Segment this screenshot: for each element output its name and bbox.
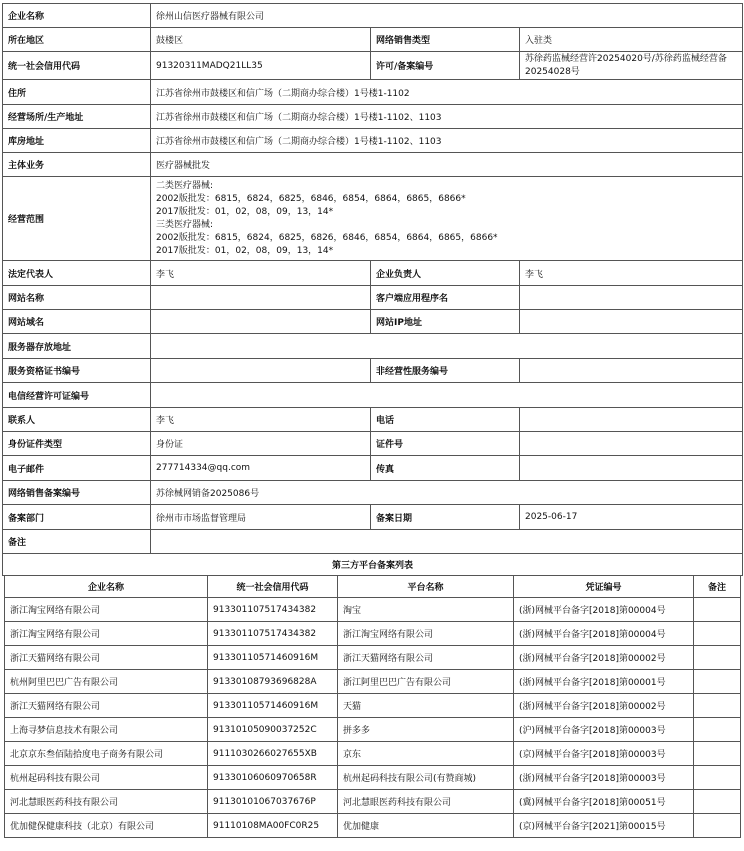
- cell-company: 上海寻梦信息技术有限公司: [5, 718, 208, 742]
- table-row: [5, 718, 741, 742]
- cell-remark: [694, 598, 741, 622]
- cell-credit-code: 9111030266027655XB: [208, 742, 338, 766]
- cell-company: 优加健保健康科技（北京）有限公司: [5, 814, 208, 838]
- cell-platform: 浙江天猫网络有限公司: [338, 646, 514, 670]
- ip-label: 网站IP地址: [371, 310, 520, 334]
- email-label: 电子邮件: [3, 456, 151, 481]
- row-dept: [3, 505, 743, 530]
- cell-company: 浙江淘宝网络有限公司: [5, 622, 208, 646]
- telecom-label: 电信经营许可证编号: [3, 383, 151, 408]
- third-party-table: [4, 575, 741, 838]
- client-app-value: [520, 286, 743, 310]
- principal-label: 企业负责人: [371, 261, 520, 286]
- cell-remark: [694, 622, 741, 646]
- row-third-party-title: [3, 554, 743, 576]
- telecom-value: [151, 383, 743, 408]
- fax-label: 传真: [371, 456, 520, 481]
- cell-credit-code: 91130101067037676P: [208, 790, 338, 814]
- domain-label: 网站域名: [3, 310, 151, 334]
- cell-remark: [694, 814, 741, 838]
- row-main-business: [3, 153, 743, 177]
- residence-label: 住所: [3, 80, 151, 105]
- region-label: 所在地区: [3, 28, 151, 52]
- contact-label: 联系人: [3, 408, 151, 432]
- cell-platform: 杭州起码科技有限公司(有赞商城): [338, 766, 514, 790]
- cell-cert-no: (京)网械平台备字[2018]第00003号: [514, 742, 694, 766]
- cell-cert-no: (浙)网械平台备字[2018]第00004号: [514, 598, 694, 622]
- cell-credit-code: 913301107517434382: [208, 598, 338, 622]
- table-row: [5, 694, 741, 718]
- dept-value: 徐州市市场监督管理局: [151, 505, 371, 530]
- row-domain: [3, 310, 743, 334]
- table-row: [5, 670, 741, 694]
- phone-value: [520, 408, 743, 432]
- date-value: 2025-06-17: [520, 505, 743, 530]
- header-cert-no: 凭证编号: [514, 576, 694, 598]
- id-no-value: [520, 432, 743, 456]
- legal-rep-label: 法定代表人: [3, 261, 151, 286]
- dept-label: 备案部门: [3, 505, 151, 530]
- cell-cert-no: (冀)网械平台备字[2018]第00051号: [514, 790, 694, 814]
- premises-label: 经营场所/生产地址: [3, 105, 151, 129]
- legal-rep-value: 李飞: [151, 261, 371, 286]
- fax-value: [520, 456, 743, 481]
- row-filing-no: [3, 481, 743, 505]
- service-cert-label: 服务资格证书编号: [3, 359, 151, 383]
- sales-type-label: 网络销售类型: [371, 28, 520, 52]
- cell-cert-no: (浙)网械平台备字[2018]第00003号: [514, 766, 694, 790]
- header-company: 企业名称: [5, 576, 208, 598]
- scope-line: 2002版批发：6815，6824，6825，6846，6854，6864，6865，6866*: [156, 193, 466, 204]
- non-op-label: 非经营性服务编号: [371, 359, 520, 383]
- cell-company: 浙江淘宝网络有限公司: [5, 598, 208, 622]
- cell-credit-code: 913301107517434382: [208, 622, 338, 646]
- scope-line: 2002版批发：6815，6824，6825，6826，6846，6854，6864，6865，6866*: [156, 232, 498, 243]
- cell-cert-no: (浙)网械平台备字[2018]第00004号: [514, 622, 694, 646]
- warehouse-label: 库房地址: [3, 129, 151, 153]
- header-remark: 备注: [694, 576, 741, 598]
- client-app-label: 客户端应用程序名: [371, 286, 520, 310]
- residence-value: 江苏省徐州市鼓楼区和信广场（二期商办综合楼）1号楼1-1102: [151, 80, 743, 105]
- sales-type-value: 入驻类: [520, 28, 743, 52]
- table-row: [5, 766, 741, 790]
- table-row: [5, 598, 741, 622]
- cell-company: 浙江天猫网络有限公司: [5, 694, 208, 718]
- id-type-value: 身份证: [151, 432, 371, 456]
- remark-label: 备注: [3, 530, 151, 554]
- main-business-value: 医疗器械批发: [151, 153, 743, 177]
- cell-company: 浙江天猫网络有限公司: [5, 646, 208, 670]
- license-label: 许可/备案编号: [371, 52, 520, 80]
- row-remark: [3, 530, 743, 554]
- contact-value: 李飞: [151, 408, 371, 432]
- cell-platform: 浙江阿里巴巴广告有限公司: [338, 670, 514, 694]
- cell-platform: 浙江淘宝网络有限公司: [338, 622, 514, 646]
- scope-line: 二类医疗器械:: [156, 180, 214, 191]
- cell-credit-code: 91110108MA00FC0R25: [208, 814, 338, 838]
- third-party-title: 第三方平台备案列表: [3, 554, 743, 576]
- cell-remark: [694, 694, 741, 718]
- company-name: 徐州山信医疗器械有限公司: [151, 4, 743, 28]
- cell-credit-code: 91310105090037252C: [208, 718, 338, 742]
- cell-credit-code: 91330110571460916M: [208, 694, 338, 718]
- row-warehouse: [3, 129, 743, 153]
- cell-platform: 淘宝: [338, 598, 514, 622]
- row-service-cert: [3, 359, 743, 383]
- row-site-name: [3, 286, 743, 310]
- id-type-label: 身份证件类型: [3, 432, 151, 456]
- row-legal-rep: [3, 261, 743, 286]
- row-residence: [3, 80, 743, 105]
- date-label: 备案日期: [371, 505, 520, 530]
- cell-company: 北京京东叁佰陆拾度电子商务有限公司: [5, 742, 208, 766]
- credit-code-label: 统一社会信用代码: [3, 52, 151, 80]
- cell-credit-code: 91330110571460916M: [208, 646, 338, 670]
- main-business-label: 主体业务: [3, 153, 151, 177]
- region-value: 鼓楼区: [151, 28, 371, 52]
- cell-remark: [694, 670, 741, 694]
- table-row: [5, 742, 741, 766]
- company-info-table: [2, 3, 743, 576]
- row-company-name: [3, 4, 743, 28]
- cell-credit-code: 91330106060970658R: [208, 766, 338, 790]
- table-row: [5, 622, 741, 646]
- filing-no-label: 网络销售备案编号: [3, 481, 151, 505]
- service-cert-value: [151, 359, 371, 383]
- phone-label: 电话: [371, 408, 520, 432]
- cell-cert-no: (浙)网械平台备字[2018]第00001号: [514, 670, 694, 694]
- id-no-label: 证件号: [371, 432, 520, 456]
- cell-remark: [694, 742, 741, 766]
- server-label: 服务器存放地址: [3, 334, 151, 359]
- cell-company: 杭州阿里巴巴广告有限公司: [5, 670, 208, 694]
- scope-line: 三类医疗器械:: [156, 219, 214, 230]
- cell-platform: 拼多多: [338, 718, 514, 742]
- company-name-label: 企业名称: [3, 4, 151, 28]
- row-credit-code: [3, 52, 743, 80]
- license-value: 苏徐药监械经营许20254020号/苏徐药监械经营备20254028号: [520, 52, 743, 80]
- cell-platform: 优加健康: [338, 814, 514, 838]
- cell-company: 河北慧眼医药科技有限公司: [5, 790, 208, 814]
- row-id-type: [3, 432, 743, 456]
- row-scope: [3, 177, 743, 261]
- cell-cert-no: (浙)网械平台备字[2018]第00002号: [514, 646, 694, 670]
- header-credit-code: 统一社会信用代码: [208, 576, 338, 598]
- credit-code-value: 91320311MADQ21LL35: [151, 52, 371, 80]
- ip-value: [520, 310, 743, 334]
- remark-value: [151, 530, 743, 554]
- scope-line: 2017版批发：01，02，08，09，13，14*: [156, 206, 334, 217]
- cell-remark: [694, 646, 741, 670]
- cell-cert-no: (浙)网械平台备字[2018]第00002号: [514, 694, 694, 718]
- cell-platform: 天猫: [338, 694, 514, 718]
- cell-remark: [694, 718, 741, 742]
- domain-value: [151, 310, 371, 334]
- cell-company: 杭州起码科技有限公司: [5, 766, 208, 790]
- third-party-rows: [5, 598, 741, 838]
- cell-credit-code: 91330108793696828A: [208, 670, 338, 694]
- principal-value: 李飞: [520, 261, 743, 286]
- warehouse-value: 江苏省徐州市鼓楼区和信广场（二期商办综合楼）1号楼1-1102、1103: [151, 129, 743, 153]
- site-name-value: [151, 286, 371, 310]
- scope-label: 经营范围: [3, 177, 151, 261]
- row-contact: [3, 408, 743, 432]
- cell-cert-no: (沪)网械平台备字[2018]第00003号: [514, 718, 694, 742]
- cell-cert-no: (京)网械平台备字[2021]第00015号: [514, 814, 694, 838]
- scope-value: [151, 177, 743, 261]
- cell-remark: [694, 790, 741, 814]
- scope-line: 2017版批发：01，02，08，09，13，14*: [156, 245, 334, 256]
- table-row: [5, 814, 741, 838]
- row-telecom: [3, 383, 743, 408]
- email-value: 277714334@qq.com: [151, 456, 371, 481]
- cell-platform: 京东: [338, 742, 514, 766]
- premises-value: 江苏省徐州市鼓楼区和信广场（二期商办综合楼）1号楼1-1102、1103: [151, 105, 743, 129]
- table-row: [5, 790, 741, 814]
- row-premises: [3, 105, 743, 129]
- table-row: [5, 646, 741, 670]
- filing-no-value: 苏徐械网销备2025086号: [151, 481, 743, 505]
- cell-remark: [694, 766, 741, 790]
- cell-platform: 河北慧眼医药科技有限公司: [338, 790, 514, 814]
- row-server: [3, 334, 743, 359]
- server-value: [151, 334, 743, 359]
- site-name-label: 网站名称: [3, 286, 151, 310]
- header-platform: 平台名称: [338, 576, 514, 598]
- row-email: [3, 456, 743, 481]
- row-region: [3, 28, 743, 52]
- third-party-header-row: [5, 576, 741, 598]
- non-op-value: [520, 359, 743, 383]
